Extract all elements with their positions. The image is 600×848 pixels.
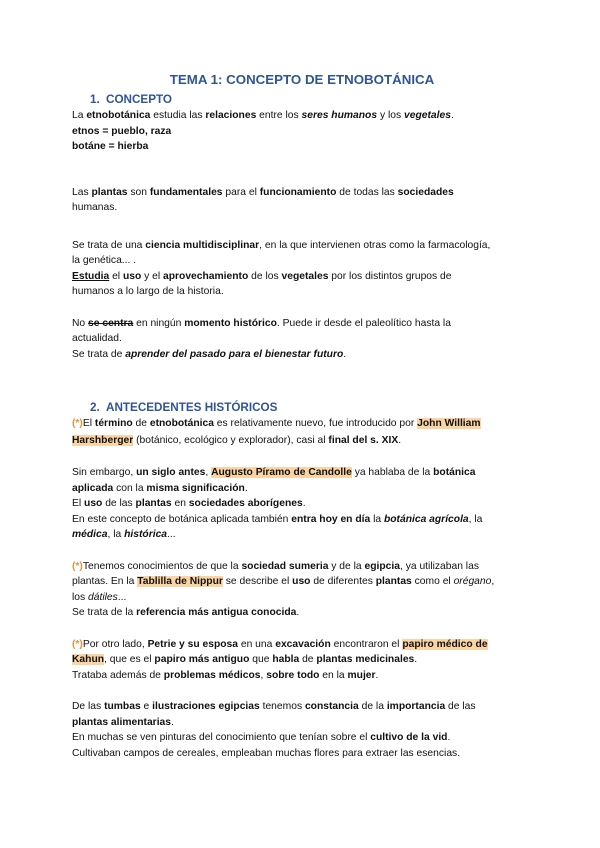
paragraph: La etnobotánica estudia las relaciones entre los seres humanos y los vegetales. [72, 110, 454, 121]
section-heading-antecedentes: 2. ANTECEDENTES HISTÓRICOS [90, 401, 278, 414]
paragraph: Se trata de una ciencia multidisciplinar, en la que intervienen otras como la farmacología, la genética... . [72, 239, 491, 266]
paragraph: Trataba además de problemas médicos, sobre todo en la mujer. [72, 669, 379, 681]
paragraph: (*)El término de etnobotánica es relativamente nuevo, fue introducido por John William Harshberger (botánico, ecológico y explorador), casi al final del s. XIX. [72, 418, 481, 446]
etymology-botane: botáne = hierba [72, 141, 149, 152]
document-page [72, 72, 532, 761]
paragraph: Las plantas son fundamentales para el funcionamiento de todas las sociedades humanas. [72, 186, 454, 213]
asterisk-marker: (*) [72, 638, 83, 650]
section-heading-concepto: 1. CONCEPTO [90, 93, 173, 106]
paragraph: En este concepto de botánica aplicada también entra hoy en día la botánica agrícola, la médica, la histórica... [72, 513, 483, 540]
asterisk-marker: (*) [72, 418, 83, 429]
paragraph: De las tumbas e ilustraciones egipcias tenemos constancia de la importancia de las plantas alimentarias. [72, 701, 476, 728]
document-title: TEMA 1: CONCEPTO DE ETNOBOTÁNICA [169, 72, 435, 87]
paragraph: (*)Tenemos conocimientos de que la sociedad sumeria y de la egipcia, ya utilizaban las plantas. En la Tablilla de Nippur se describe el uso de diferentes plantas como el orégano, los dátiles... [72, 560, 495, 603]
paragraph: Se trata de aprender del pasado para el bienestar futuro. [72, 348, 347, 360]
paragraph: El uso de las plantas en sociedades aborígenes. [72, 498, 306, 509]
paragraph: En muchas se ven pinturas del conocimiento que tenían sobre el cultivo de la vid. [72, 732, 451, 743]
asterisk-marker: (*) [72, 560, 83, 572]
paragraph: Estudia el uso y el aprovechamiento de los vegetales por los distintos grupos de humanos a lo largo de la historia. [72, 270, 452, 297]
paragraph: Sin embargo, un siglo antes, Augusto Píramo de Candolle ya hablaba de la botánica aplicada con la misma significación. [72, 467, 476, 494]
paragraph: Cultivaban campos de cereales, empleaban muchas flores para extraer las esencias. [72, 747, 461, 759]
paragraph: Se trata de la referencia más antigua conocida. [72, 607, 300, 618]
etymology-etnos: etnos = pueblo, raza [72, 125, 172, 137]
paragraph: No se centra en ningún momento histórico. Puede ir desde el paleolítico hasta la actualidad. [72, 317, 451, 344]
paragraph: (*)Por otro lado, Petrie y su esposa en una excavación encontraron el papiro médico de Kahun, que es el papiro más antiguo que habla de plantas medicinales. [72, 638, 488, 665]
